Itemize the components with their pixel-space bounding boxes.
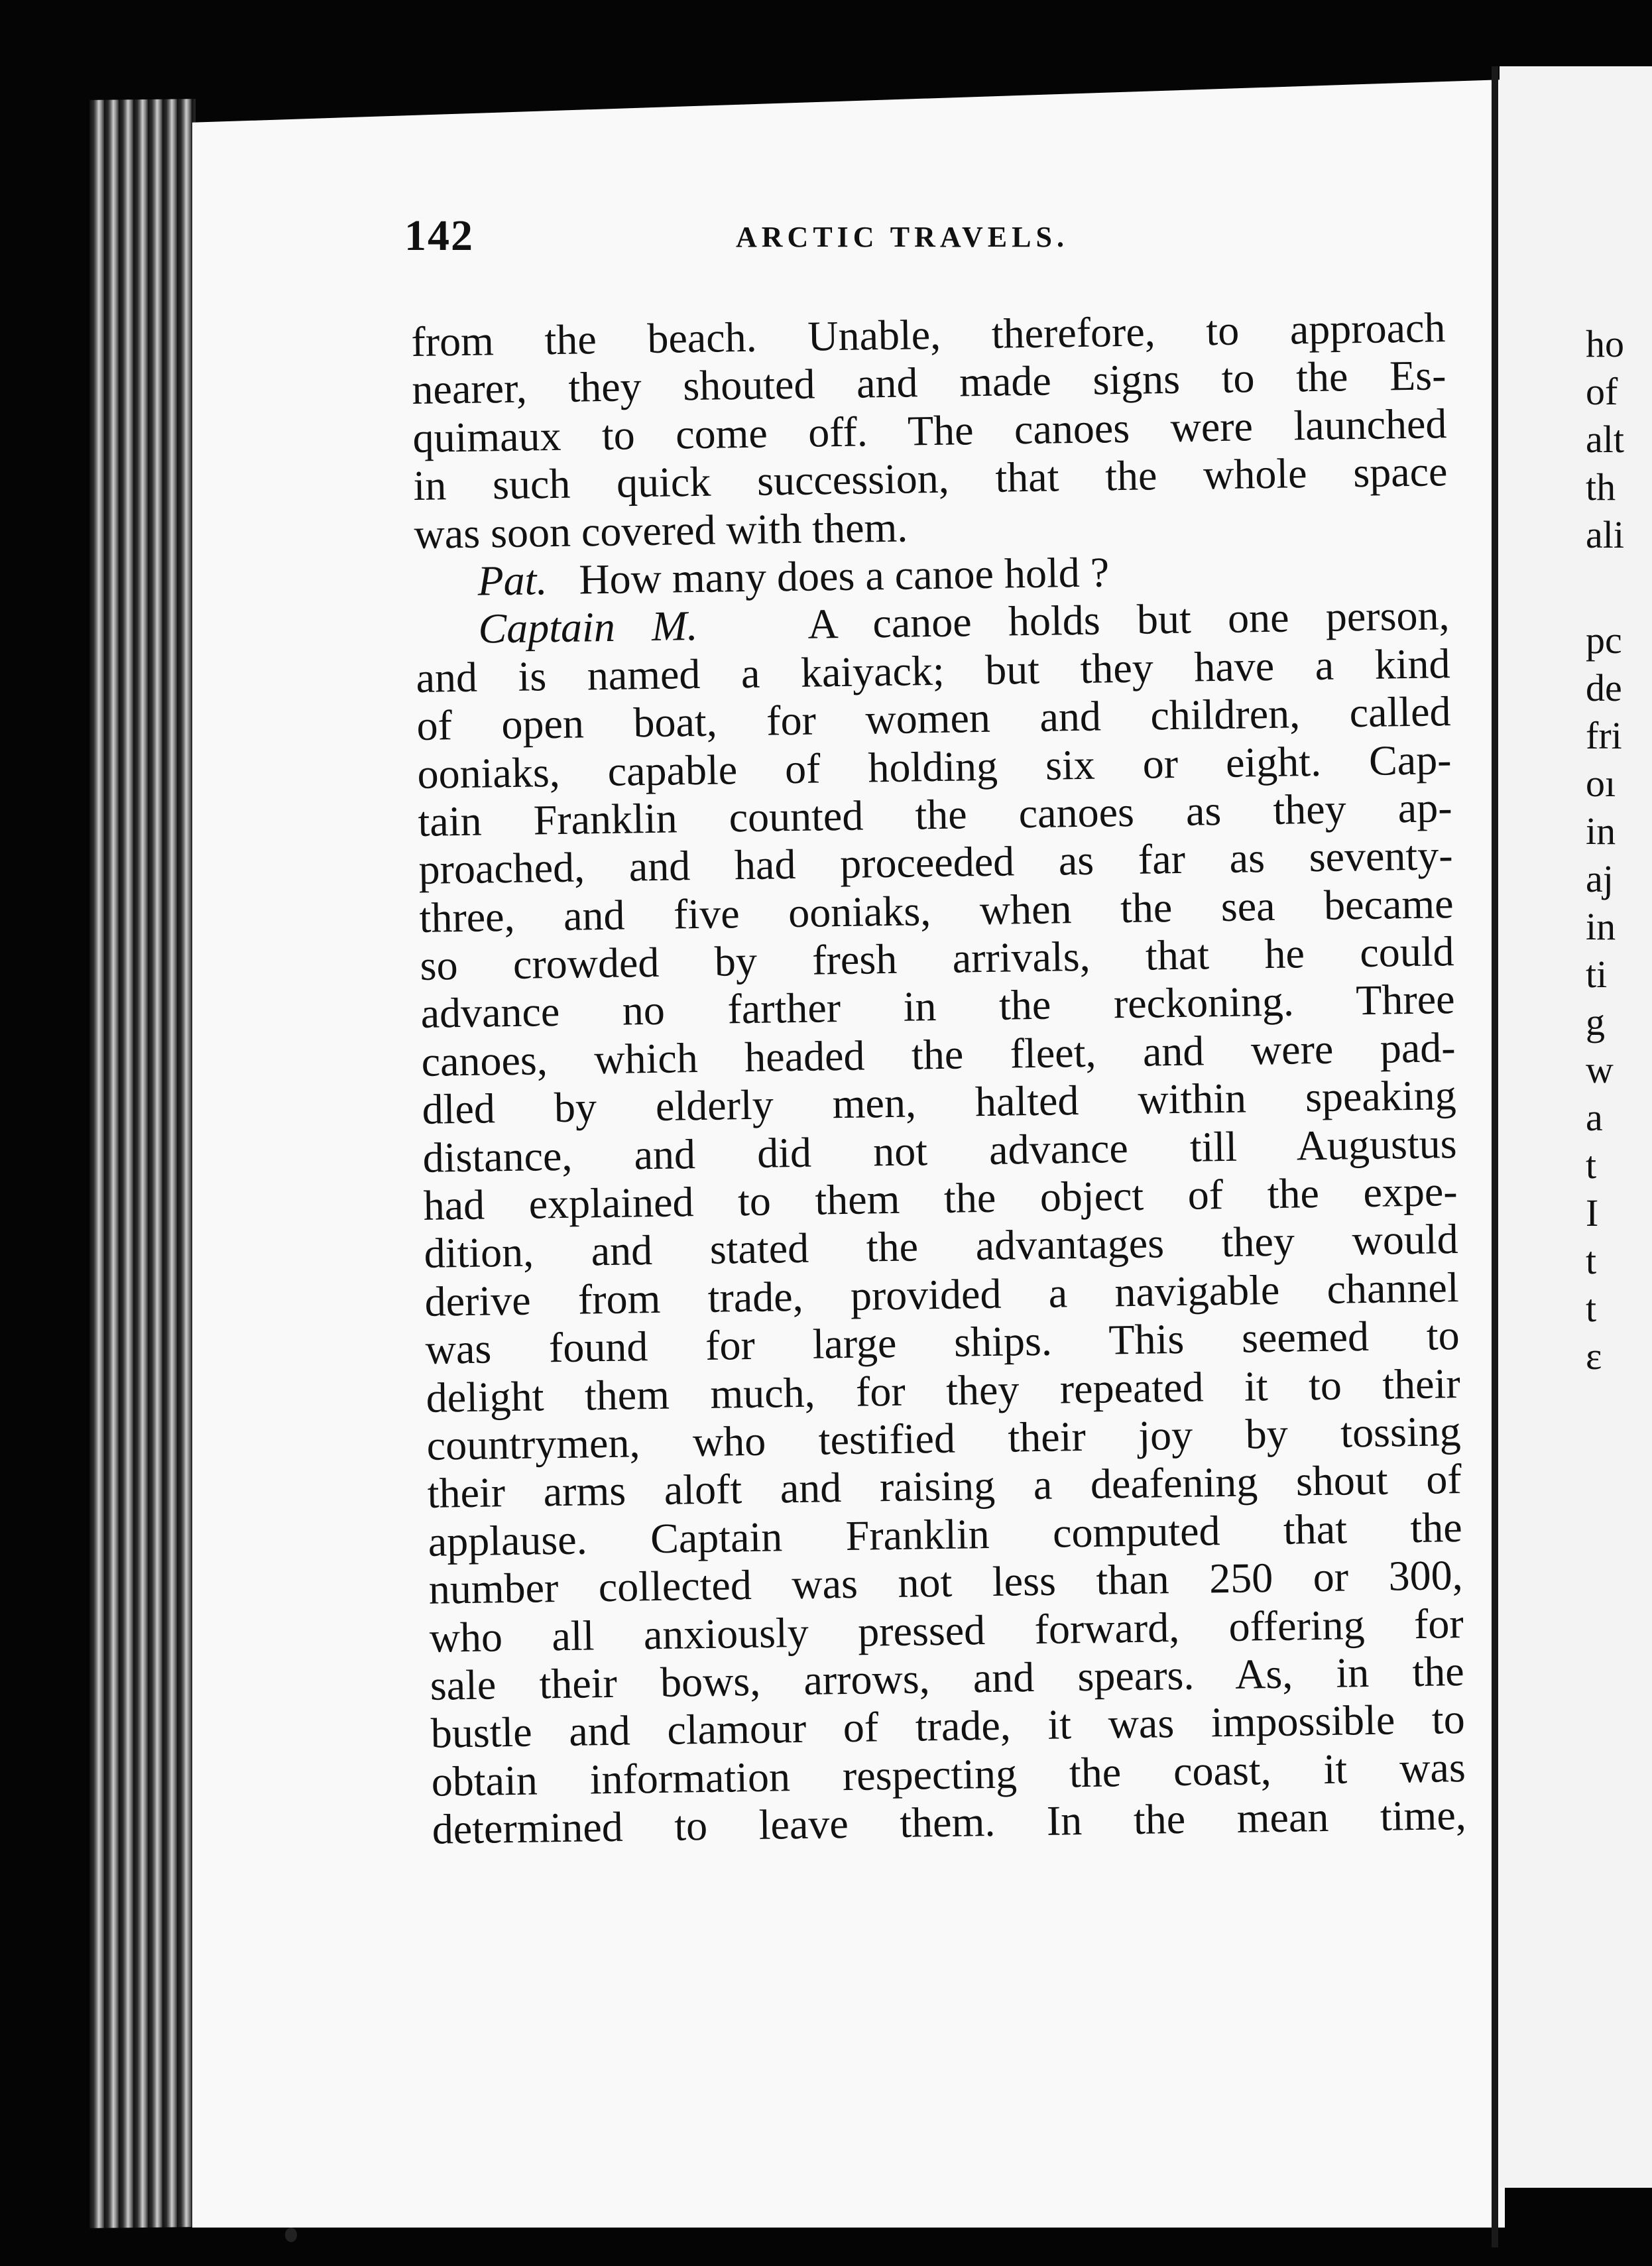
facing-page <box>1500 66 1652 2188</box>
page-edges <box>89 99 196 2228</box>
facing-page-fragment: g <box>1586 1000 1605 1044</box>
facing-page-fragment: t <box>1586 1239 1597 1282</box>
body-text <box>411 304 1466 1854</box>
facing-page-fragment: pc <box>1586 619 1622 662</box>
text-line: advance no farther in the reckoning. Three <box>420 975 1455 1038</box>
text-line: in such quick succession, that the whole space <box>413 447 1448 510</box>
text-line: delight them much, for they repeated it to their <box>426 1359 1461 1421</box>
facing-page-fragment: in <box>1586 905 1616 948</box>
facing-page-fragment: aj <box>1586 857 1614 900</box>
text-line: tain Franklin counted the canoes as they ap- <box>418 784 1452 845</box>
text-line: derive from trade, provided a navigable channel <box>424 1263 1460 1325</box>
text-line: distance, and did not advance till Augustus <box>422 1119 1458 1181</box>
facing-page-fragment: in <box>1586 809 1616 853</box>
facing-page-fragment: t <box>1586 1144 1597 1187</box>
dialogue-text: How many does a canoe hold ? <box>578 548 1110 603</box>
facing-page-fragment: alt <box>1586 418 1624 461</box>
text-line: determined to leave them. In the mean time, <box>432 1791 1467 1853</box>
text-line: had explained to them the object of the expe- <box>423 1167 1458 1229</box>
text-line: was found for large ships. This seemed to <box>425 1311 1460 1374</box>
facing-page-fragment: of <box>1586 370 1618 413</box>
text-line: applause. Captain Franklin computed that the <box>428 1503 1463 1565</box>
book-gutter <box>1492 66 1498 2247</box>
text-line: dition, and stated the advantages they would <box>424 1215 1459 1278</box>
ink-speck <box>285 2228 297 2242</box>
text-line: of open boat, for women and children, called <box>416 687 1451 750</box>
text-line: who all anxiously pressed forward, offering for <box>429 1599 1464 1661</box>
text-line: canoes, which headed the fleet, and were pad- <box>421 1023 1456 1085</box>
page-number: 142 <box>404 211 474 260</box>
text-line: their arms aloft and raising a deafening shout of <box>427 1455 1462 1518</box>
facing-page-fragment: oı <box>1586 762 1616 805</box>
running-title: ARCTIC TRAVELS. <box>736 221 1069 253</box>
text-line: countrymen, who testified their joy by tossing <box>426 1407 1462 1469</box>
text-line: sale their bows, arrows, and spears. As, in the <box>430 1647 1465 1709</box>
text-line: bustle and clamour of trade, it was impossible to <box>430 1695 1466 1758</box>
speaker-label: Captain M. <box>478 602 698 652</box>
text-line: number collected was not less than 250 or 300, <box>428 1551 1464 1613</box>
text-line: proached, and had proceeded as far as seventy- <box>418 831 1453 894</box>
facing-page-fragment: I <box>1586 1191 1599 1234</box>
facing-page-fragment: t <box>1586 1287 1597 1330</box>
text-line: so crowded by fresh arrivals, that he could <box>420 927 1454 989</box>
text-line: from the beach. Unable, therefore, to approach <box>411 304 1446 365</box>
facing-page-fragment: ali <box>1586 513 1624 556</box>
text-line: obtain information respecting the coast, it was <box>431 1743 1466 1805</box>
text-line: nearer, they shouted and made signs to the Es- <box>412 351 1446 414</box>
facing-page-fragment: fri <box>1586 714 1622 757</box>
dialogue-text: A canoe holds but one person, <box>807 591 1450 648</box>
facing-page-fragment: a <box>1586 1096 1603 1139</box>
text-line: three, and five ooniaks, when the sea became <box>419 879 1454 941</box>
facing-page-fragment: th <box>1586 465 1616 508</box>
facing-page-fragment: ho <box>1586 322 1624 365</box>
text-line: dled by elderly men, halted within speaking <box>422 1071 1457 1134</box>
text-line: quimaux to come off. The canoes were launched <box>412 399 1447 461</box>
facing-page-fragment: ti <box>1586 953 1608 996</box>
text-line: ooniaks, capable of holding six or eight. Cap- <box>417 735 1452 798</box>
facing-page-fragment: w <box>1586 1048 1614 1091</box>
text-line: was soon covered with them. <box>414 503 908 558</box>
facing-page-fragment: de <box>1586 666 1622 709</box>
speaker-label: Pat. <box>477 556 548 605</box>
facing-page-fragment: ε <box>1586 1335 1602 1378</box>
text-line: and is named a kaiyack; but they have a kind <box>416 639 1450 701</box>
